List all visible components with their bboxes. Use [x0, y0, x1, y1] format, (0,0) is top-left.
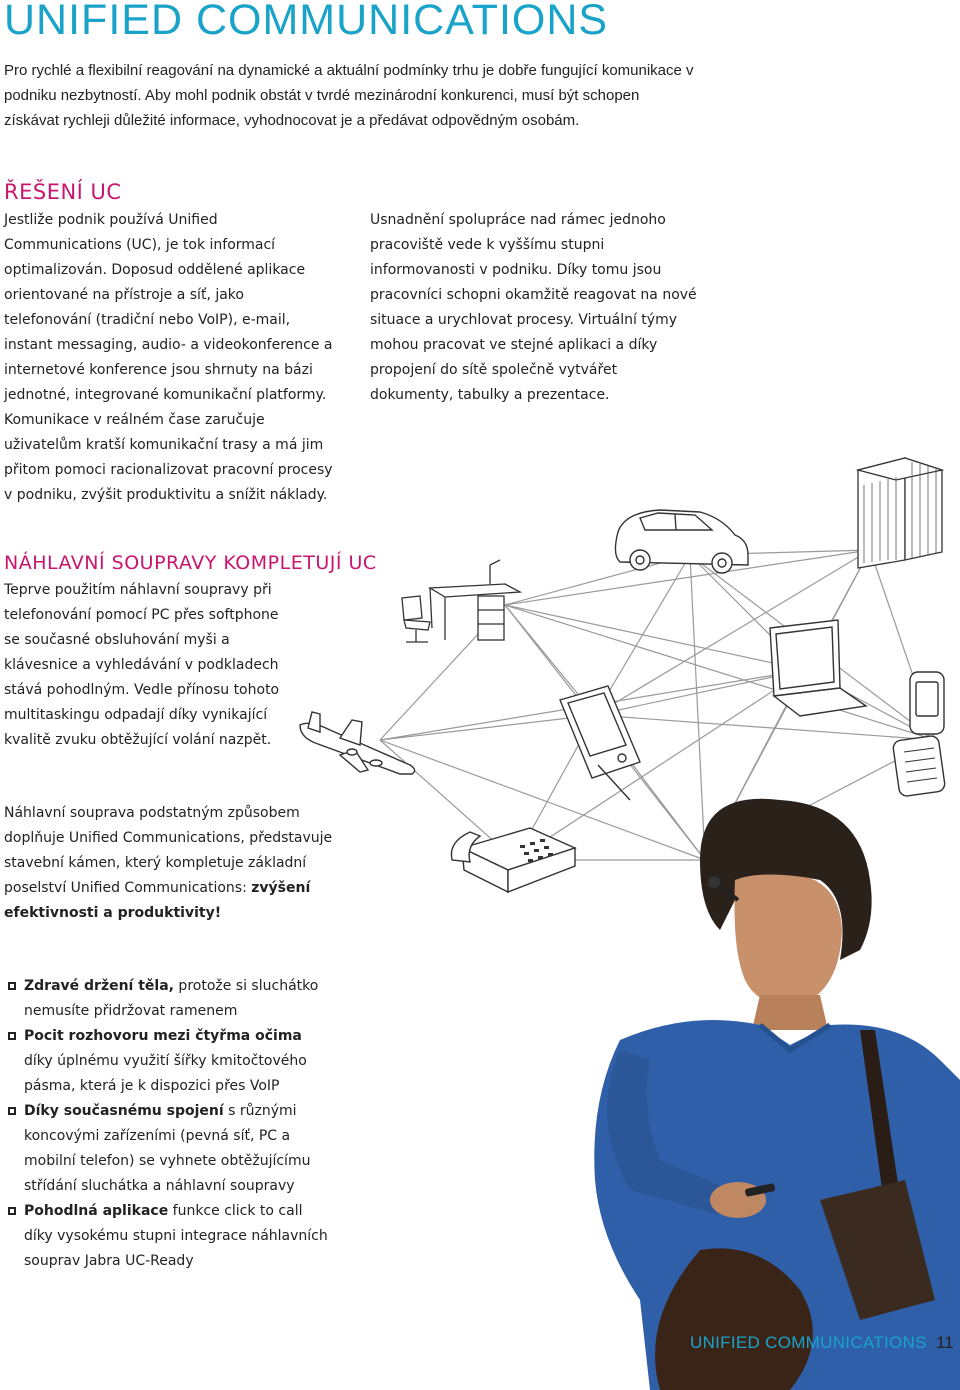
- bullet-square-icon: [8, 1207, 16, 1215]
- bullet-square-icon: [8, 982, 16, 990]
- bullet-square-icon: [8, 1107, 16, 1115]
- list-item: [4, 1199, 334, 1274]
- nahlavni-column-middle: [4, 801, 334, 926]
- nahlavni-paragraph-1: Teprve použitím náhlavní soupravy při telefonování pomocí PC přes softphone se současné obsluhování myši a klávesnice a vyhledávání v podkladech stává pohodlným. Vedle přínosu tohoto multitaskingu odpadají díky vynikající kvalitě zvuku obtěžující volání nazpět.: [4, 582, 280, 748]
- list-item: [4, 1024, 334, 1099]
- list-item-bold: Pohodlná aplikace: [24, 1203, 169, 1219]
- list-item-bold: Díky současnému spojení: [24, 1103, 224, 1119]
- list-item: [4, 974, 334, 1024]
- list-item: [4, 1099, 334, 1199]
- reseni-paragraph-2: Usnadnění spolupráce nad rámec jednoho pracoviště vede k vyššímu stupni informovanosti v podniku. Díky tomu jsou pracovníci schopni okamžitě reagovat na nové situace a urychlovat procesy. Virtuální týmy mohou pracovat ve stejné aplikaci a díky propojení do sítě společně vytvářet dokumenty, tabulky a prezentace.: [370, 212, 697, 403]
- nahlavni-paragraph-2: [4, 801, 334, 926]
- page-number: 11: [936, 1333, 954, 1352]
- list-item-text: protože si sluchátko nemusíte přidržovat ramenem: [24, 978, 319, 1019]
- list-item-bold: Pocit rozhovoru mezi čtyřma očima: [24, 1028, 302, 1044]
- nahlavni-paragraph-2-text: Náhlavní souprava podstatným způsobem doplňuje Unified Communications, představuje stavební kámen, který kompletuje základní poselství Unified Communications:: [4, 805, 333, 896]
- footer-label: UNIFIED COMMUNICATIONS: [690, 1333, 927, 1352]
- section-heading-reseni: ŘEŠENÍ UC: [4, 180, 122, 204]
- list-item-bold: Zdravé držení těla,: [24, 978, 174, 994]
- page-title: UNIFIED COMMUNICATIONS: [4, 0, 609, 44]
- list-item-text: funkce click to call díky vysokému stupni integrace náhlavních souprav Jabra UC-Ready: [24, 1203, 328, 1269]
- list-item-text: díky úplnému využití šířky kmitočtového pásma, která je k dispozici přes VoIP: [24, 1053, 307, 1094]
- nahlavni-column-top: [4, 578, 294, 753]
- list-item-text: s různými koncovými zařízeními (pevná síť, PC a mobilní telefon) se vyhnete obtěžujícímu střídání sluchátka a náhlavní soupravy: [24, 1103, 311, 1194]
- benefits-list: [4, 974, 334, 1274]
- nahlavni-paragraph-2-bold: zvýšení efektivnosti a produktivity!: [4, 880, 311, 921]
- intro-paragraph: Pro rychlé a flexibilní reagování na dynamické a aktuální podmínky trhu je dobře fungující komunikace v podniku nezbytností. Aby mohl podnik obstát v tvrdé mezinárodní konkurenci, musí být schopen získávat rychleji důležité informace, vyhodnocovat je a předávat odpovědným osobám.: [4, 62, 694, 129]
- bullet-square-icon: [8, 1032, 16, 1040]
- section-heading-nahlavni: NÁHLAVNÍ SOUPRAVY KOMPLETUJÍ UC: [4, 552, 377, 574]
- reseni-paragraph-1: Jestliže podnik používá Unified Communications (UC), je tok informací optimalizován. Doposud oddělené aplikace orientované na přístroje a síť, jako telefonování (tradiční nebo VoIP), e-mail, instant messaging, audio- a videokonference a internetové konference jsou shrnuty na bázi jednotné, integrované komunikační platformy. Komunikace v reálném čase zaručuje uživatelům kratší komunikační trasy a má jim přitom pomoci racionalizovat pracovní procesy v podniku, zvýšit produktivitu a snížit náklady.: [4, 212, 333, 503]
